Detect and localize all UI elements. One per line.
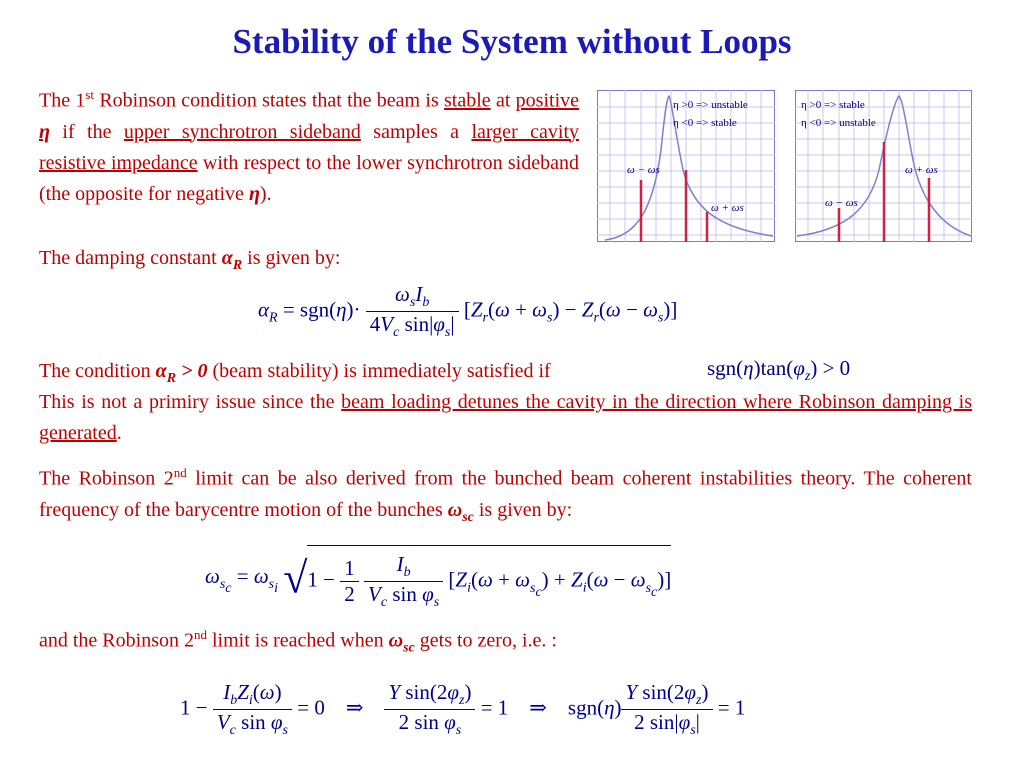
impedance-plot-left — [597, 90, 775, 242]
paragraph-beam-loading: This is not a primiry issue since the beam loading detunes the cavity in the direction where Robinson damping is generated. — [39, 391, 972, 444]
label-left-plus: ω + ωs — [711, 202, 744, 214]
slide-title: Stability of the System without Loops — [232, 22, 792, 61]
label-right-minus: ω − ωs — [825, 197, 858, 209]
legend-right-1: η >0 => stable — [801, 99, 865, 111]
label-left-minus: ω − ωs — [627, 164, 660, 176]
equation-damping-constant: $\alpha_R = sgn(\eta)\cdot$ $\frac{\omega_sI_b}{4V_c \sin|\varphi_s|}$ $[Z_r(\omega + \omega_s) - Z_r(\omega - \omega_s)]$ — [258, 282, 678, 341]
paragraph-damping-constant: The damping constant $\alpha_R$ is given by: — [39, 247, 341, 273]
label-right-plus: ω + ωs — [905, 164, 938, 176]
paragraph-robinson-second: The Robinson 2nd limit can be also derived from the bunched beam coherent instabilities theory. The coherent frequency of the barycentre motion of the bunches $\omega_{sc}$ is given by: — [39, 465, 972, 525]
legend-left-1: η >0 => unstable — [673, 99, 748, 111]
impedance-plot-right — [795, 90, 972, 242]
equation-robinson-limit: 1 − $\frac{I_bZ_i(\omega)}{V_c \sin \varphi_s}$ = 0 ⇒ $\frac{Y \sin(2\varphi_z)}{2 \sin \varphi_s}$ = 1 ⇒ sgn(η) $\frac{Y \sin(2\varphi_z)}{2 \sin|\varphi_s|}$ = 1 — [180, 680, 746, 739]
paragraph-limit: and the Robinson 2nd limit is reached when $\omega_{sc}$ gets to zero, i.e. : — [39, 627, 557, 656]
legend-right-2: η <0 => unstable — [801, 117, 876, 129]
equation-condition: $sgn(\eta)\tan(\varphi_z) > 0$ — [707, 356, 851, 385]
paragraph-condition: The condition $\alpha_R > 0$ (beam stability) is immediately satisfied if — [39, 360, 551, 386]
paragraph-robinson-condition: The 1st Robinson condition states that the beam is stable at positive η if the upper synchrotron sideband samples a larger cavity resistive impedance with respect to the lower synchrotron sideband (the opposite for negative η). — [39, 87, 580, 205]
equation-coherent-frequency: $\omega_{s_c} = \omega_{s_i}$ √1 − $\frac{1}{2}$ $\frac{I_b}{V_c \sin \varphi_s}$ $[Z_i(\omega + \omega_{s_c}) + Z_i(\omega - \omega_{s_c})]$ — [205, 545, 671, 611]
legend-left-2: η <0 => stable — [673, 117, 737, 129]
